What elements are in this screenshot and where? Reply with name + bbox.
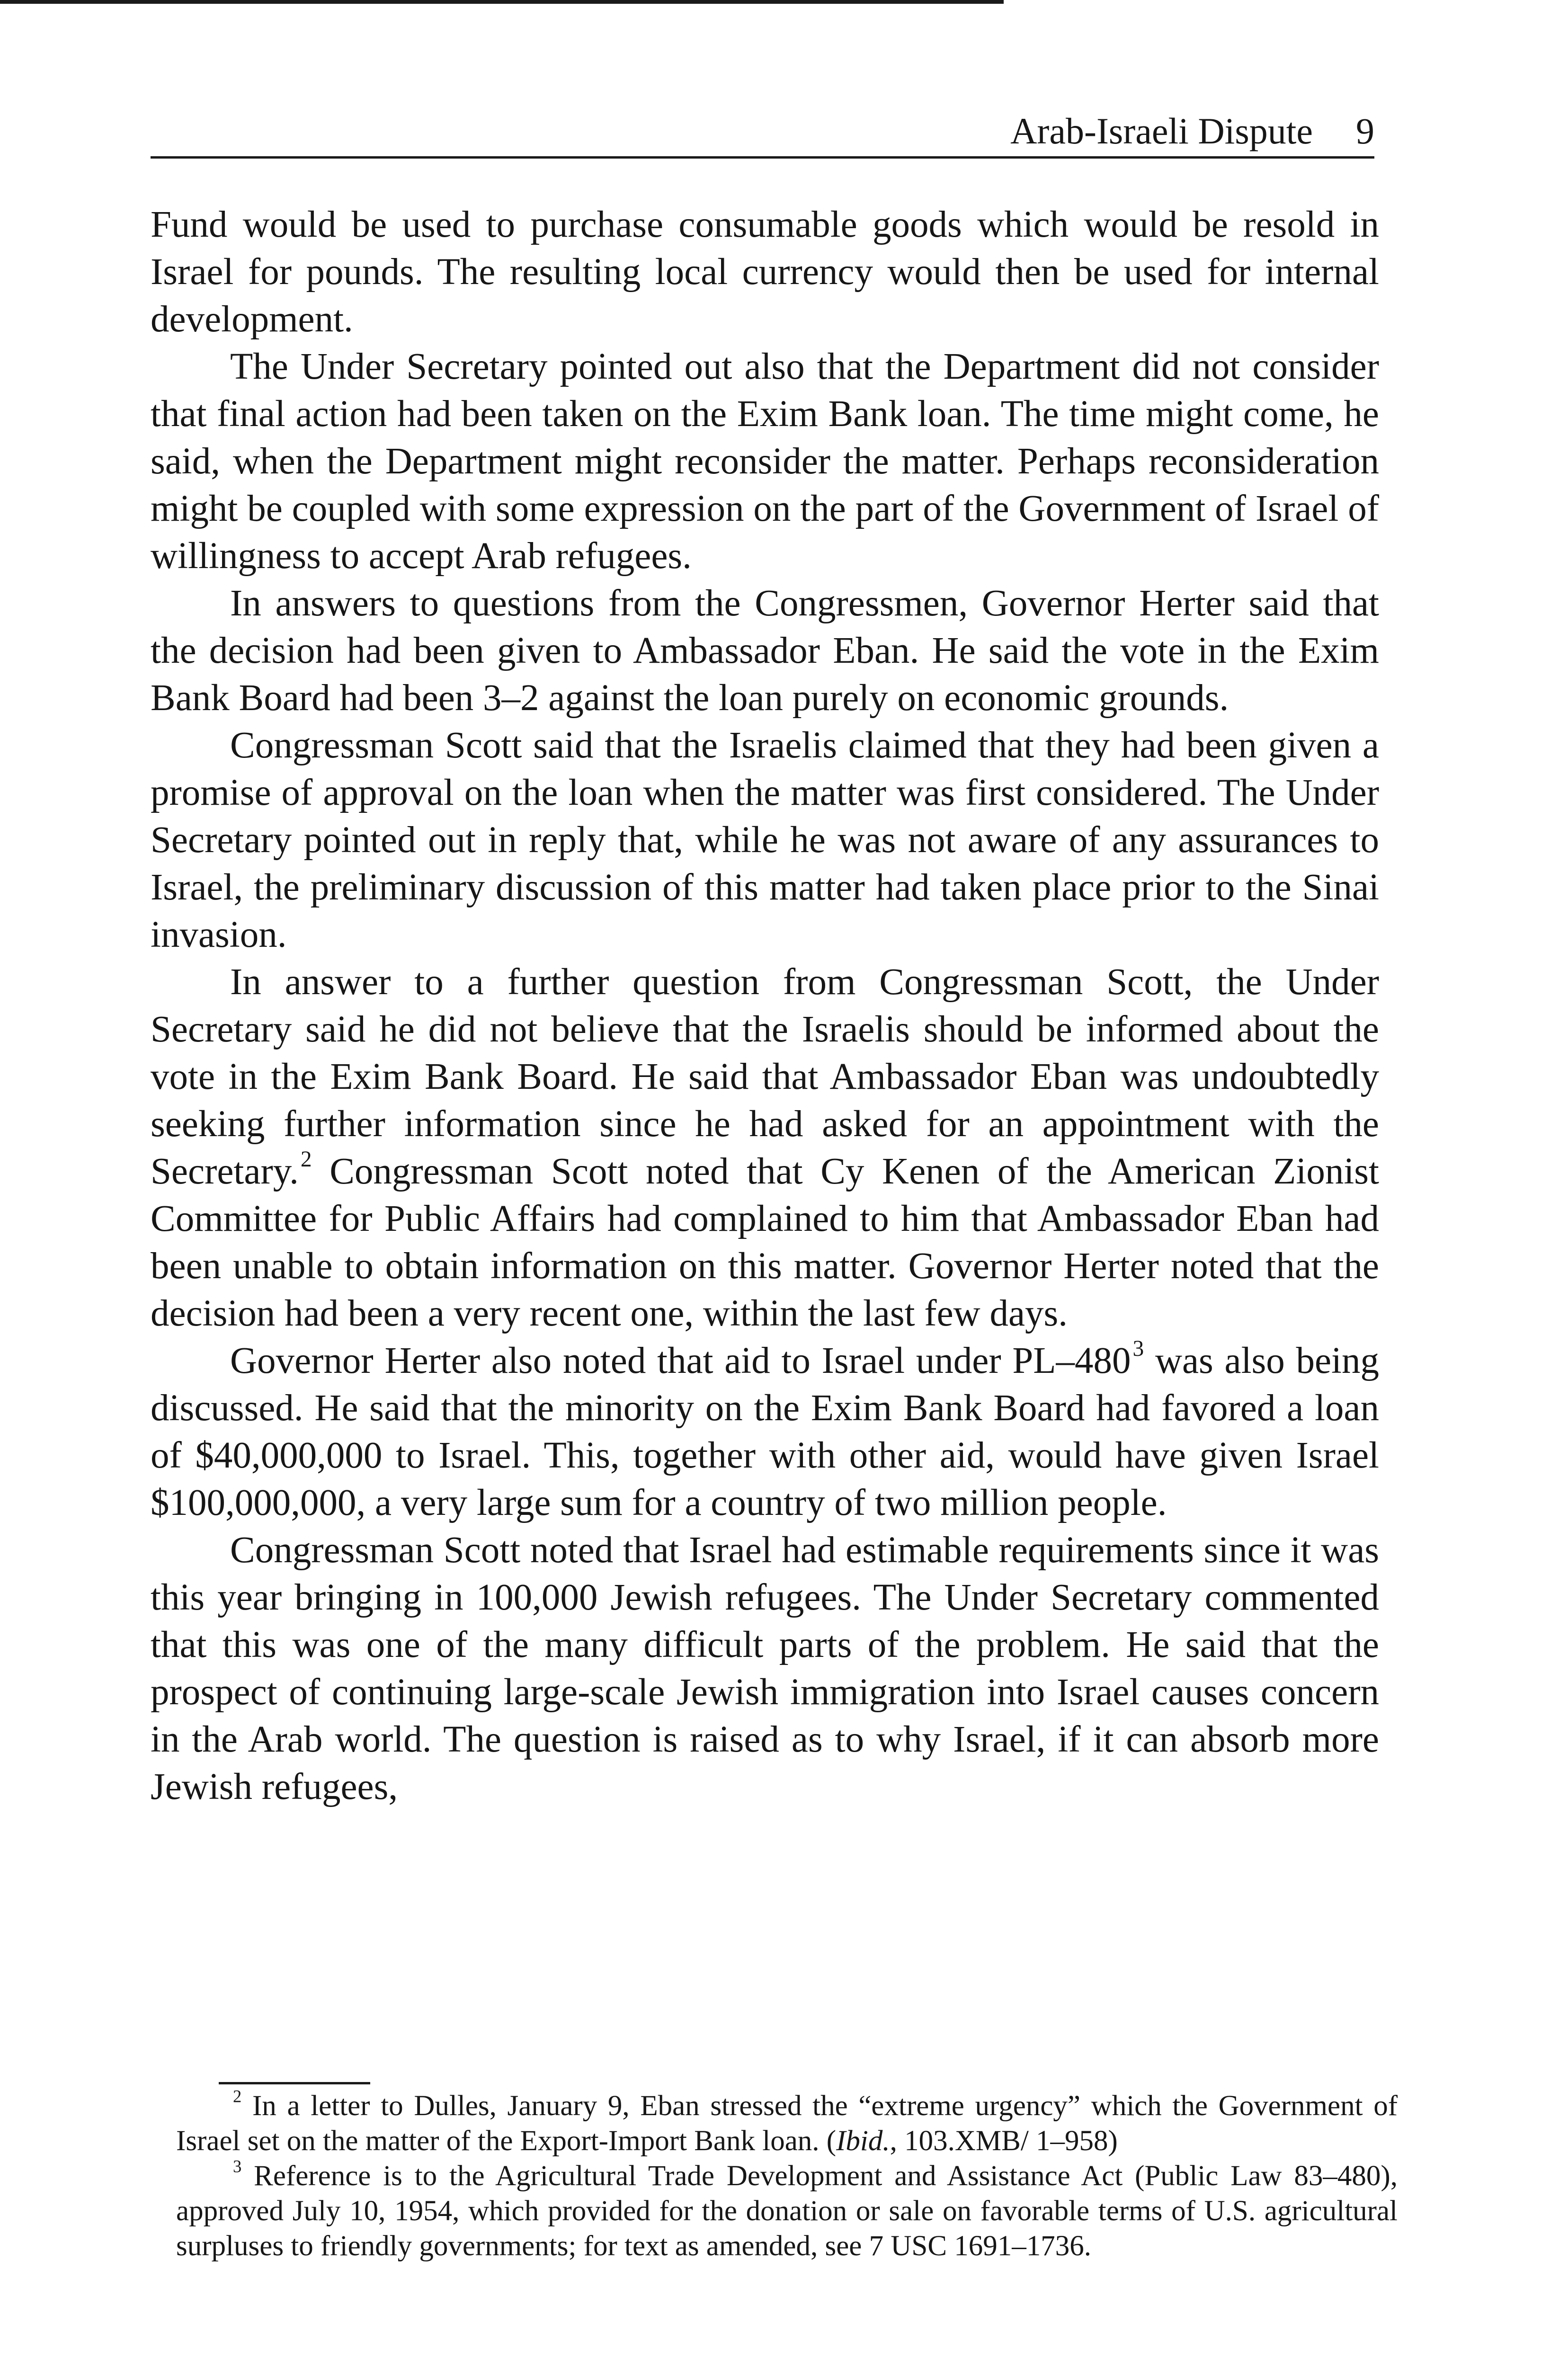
footnote-ref-2: 2 (300, 1147, 312, 1172)
paragraph-5 (151, 959, 1379, 1337)
footnote-3-text: Reference is to the Agricultural Trade Development and Assistance Act (Public Law 83–480), approved July 10, 1954, which provided for the donation or sale on favorable terms of U.S. agricultural surpluses to friendly governments; for text as amended, see 7 USC 1691–1736. (176, 2160, 1398, 2262)
paragraph-6-text-a: Governor Herter also noted that aid to Israel under PL–480 (230, 1340, 1131, 1381)
paragraph-6 (151, 1337, 1379, 1527)
footnote-2-text-b: , 103.XMB/ 1–958) (890, 2125, 1118, 2157)
footnotes (176, 2086, 1398, 2264)
paragraph-4: Congressman Scott said that the Israelis claimed that they had been given a promise of approval on the loan when the matter was first considered. The Under Secretary pointed out in reply that, while he was not aware of any assurances to Israel, the preliminary discussion of this matter had taken place prior to the Sinai invasion. (151, 725, 1379, 955)
running-title: Arab-Israeli Dispute (1010, 110, 1313, 151)
paragraph-6-text-b: was also being discussed. He said that the minority on the Exim Bank Board had favored a loan of $40,000,000 to Israel. This, together with other aid, would have given Israel $100,000,000, a very large sum for a country of two million people. (151, 1340, 1379, 1523)
paragraph-2: The Under Secretary pointed out also that the Department did not consider that final action had been taken on the Exim Bank loan. The time might come, he said, when the Department might reconsider the matter. Perhaps reconsideration might be coupled with some expression on the part of the Government of Israel of willingness to accept Arab refugees. (151, 346, 1379, 577)
footnote-3-marker: 3 (233, 2156, 242, 2176)
running-header (151, 99, 1374, 159)
footnote-ref-3: 3 (1132, 1336, 1144, 1361)
body-text (151, 201, 1379, 1811)
paragraph-7: Congressman Scott noted that Israel had estimable requirements since it was this year bringing in 100,000 Jewish refugees. The Under Secretary commented that this was one of the many difficult parts of the problem. He said that the prospect of continuing large-scale Jewish immigration into Israel causes concern in the Arab world. The question is raised as to why Israel, if it can absorb more Jewish refugees, (151, 1530, 1379, 1807)
paragraph-1: Fund would be used to purchase consumable goods which would be resold in Israel for pounds. The resulting local currency would then be used for internal development. (151, 204, 1379, 340)
paragraph-3: In answers to questions from the Congressmen, Governor Herter said that the decision had been given to Ambassador Eban. He said the vote in the Exim Bank Board had been 3–2 against the loan purely on economic grounds. (151, 583, 1379, 719)
footnote-2-marker: 2 (233, 2086, 242, 2106)
footnote-2-text-a: In a letter to Dulles, January 9, Eban stressed the “extreme urgency” which the Government of Israel set on the matter of the Export-Import Bank loan. ( (176, 2090, 1398, 2157)
footnote-2-ibid: Ibid. (836, 2125, 890, 2157)
paragraph-5-text-b: Congressman Scott noted that Cy Kenen of the American Zionist Committee for Public Affairs had complained to him that Ambassador Eban had been unable to obtain information on this matter. Governor Herter noted that the decision had been a very recent one, within the last few days. (151, 1151, 1379, 1334)
footnote-3 (176, 2156, 1398, 2264)
footnote-2 (176, 2086, 1398, 2159)
page-number: 9 (1356, 110, 1374, 151)
footnote-rule (219, 2082, 370, 2084)
paragraph-5-text-a: In answer to a further question from Congressman Scott, the Under Secretary said he did not believe that the Israelis should be informed about the vote in the Exim Bank Board. He said that Ambassador Eban was undoubtedly seeking further information since he had asked for an appointment with the Secretary. (151, 961, 1379, 1192)
scan-top-edge (0, 0, 1004, 4)
